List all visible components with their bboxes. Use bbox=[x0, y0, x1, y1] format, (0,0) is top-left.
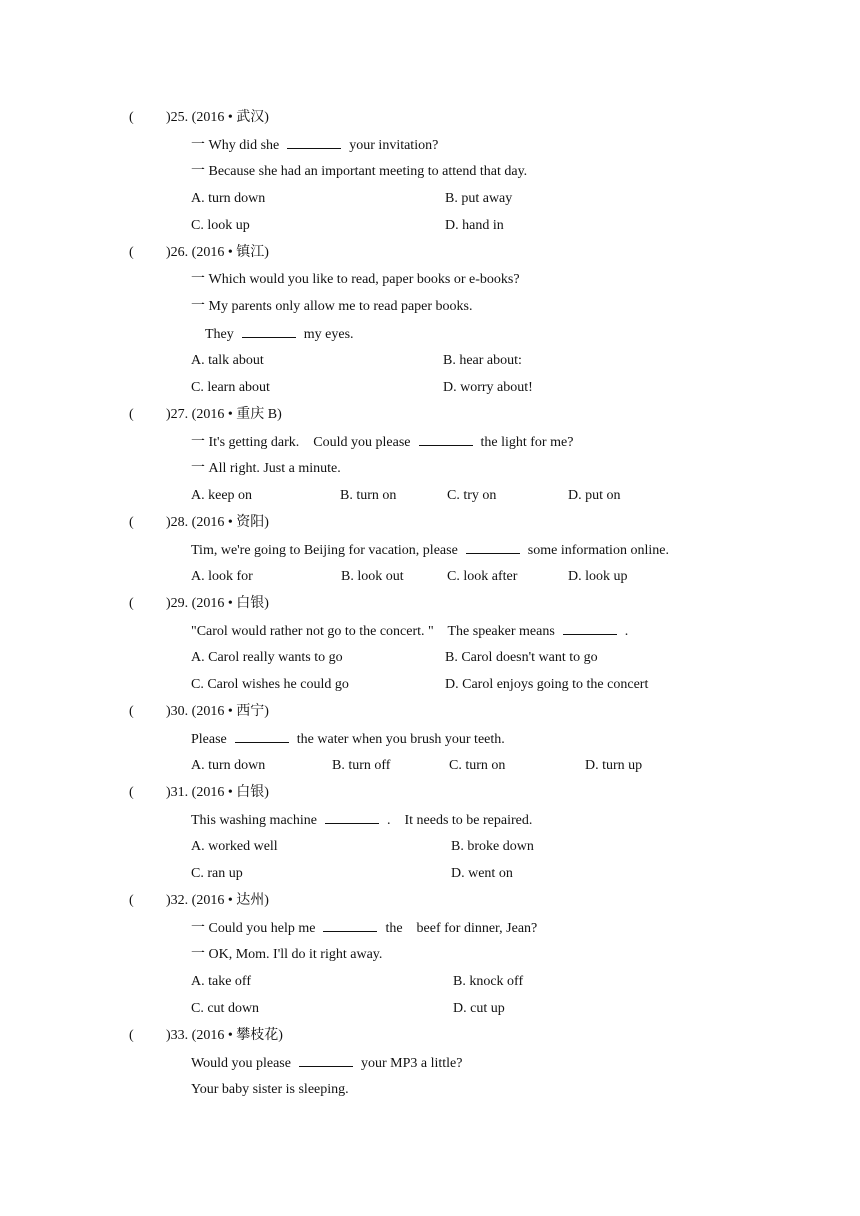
answer-bracket: ( bbox=[129, 704, 134, 719]
option-a: A. take off bbox=[191, 974, 251, 989]
question-text: 一 All right. Just a minute. bbox=[191, 461, 341, 476]
question-number: )32. (2016 • 达州) bbox=[166, 893, 269, 908]
option-a: A. turn down bbox=[191, 191, 266, 206]
option-a: A. talk about bbox=[191, 353, 264, 368]
question-number: )27. (2016 • 重庆 B) bbox=[166, 407, 282, 422]
option-c: C. try on bbox=[447, 488, 497, 503]
option-b: B. Carol doesn't want to go bbox=[445, 650, 598, 665]
question-sentence bbox=[191, 812, 532, 829]
answer-blank bbox=[466, 542, 520, 554]
option-a: A. worked well bbox=[191, 839, 278, 854]
answer-bracket: ( bbox=[129, 1028, 134, 1043]
question-sentence bbox=[191, 434, 573, 451]
option-c: C. cut down bbox=[191, 1001, 260, 1016]
sentence-before-blank: 一 Could you help me bbox=[191, 921, 316, 936]
option-c: C. ran up bbox=[191, 866, 243, 881]
sentence-before-blank: 一 It's getting dark. Could you please bbox=[191, 435, 411, 450]
option-d: D. worry about! bbox=[443, 380, 533, 395]
answer-bracket: ( bbox=[129, 110, 134, 125]
sentence-before-blank: "Carol would rather not go to the concert. " The speaker means bbox=[191, 624, 555, 639]
answer-blank bbox=[323, 920, 377, 932]
option-d: D. hand in bbox=[445, 218, 504, 233]
answer-bracket: ( bbox=[129, 407, 134, 422]
sentence-after-blank: my eyes. bbox=[303, 327, 354, 342]
option-d: D. look up bbox=[568, 569, 628, 584]
question-number: )31. (2016 • 白银) bbox=[166, 785, 269, 800]
option-a: A. Carol really wants to go bbox=[191, 650, 343, 665]
option-c: C. Carol wishes he could go bbox=[191, 677, 349, 692]
question-text: 一 My parents only allow me to read paper books. bbox=[191, 299, 473, 314]
option-a: A. look for bbox=[191, 569, 253, 584]
option-b: B. hear about: bbox=[443, 353, 522, 368]
question-number: )33. (2016 • 攀枝花) bbox=[166, 1028, 283, 1043]
question-text: 一 Which would you like to read, paper books or e-books? bbox=[191, 272, 520, 287]
answer-bracket: ( bbox=[129, 893, 134, 908]
answer-bracket: ( bbox=[129, 515, 134, 530]
option-b: B. turn off bbox=[332, 758, 391, 773]
question-text: Your baby sister is sleeping. bbox=[191, 1082, 349, 1097]
sentence-after-blank: some information online. bbox=[527, 543, 669, 558]
sentence-before-blank: Would you please bbox=[191, 1056, 291, 1071]
sentence-before-blank: 一 Why did she bbox=[191, 138, 280, 153]
question-sentence bbox=[191, 920, 537, 937]
option-c: C. learn about bbox=[191, 380, 270, 395]
question-sentence bbox=[191, 623, 628, 640]
question-number: )28. (2016 • 资阳) bbox=[166, 515, 269, 530]
answer-blank bbox=[287, 137, 341, 149]
sentence-after-blank: the light for me? bbox=[480, 435, 574, 450]
question-sentence bbox=[191, 542, 669, 559]
question-number: )29. (2016 • 白银) bbox=[166, 596, 269, 611]
answer-blank bbox=[242, 326, 296, 338]
question-text: 一 Because she had an important meeting to attend that day. bbox=[191, 164, 528, 179]
option-a: A. turn down bbox=[191, 758, 266, 773]
option-b: B. turn on bbox=[340, 488, 397, 503]
option-d: D. turn up bbox=[585, 758, 643, 773]
option-d: D. put on bbox=[568, 488, 621, 503]
answer-bracket: ( bbox=[129, 245, 134, 260]
question-number: )30. (2016 • 西宁) bbox=[166, 704, 269, 719]
option-d: D. Carol enjoys going to the concert bbox=[445, 677, 649, 692]
option-b: B. look out bbox=[341, 569, 404, 584]
question-sentence bbox=[191, 137, 438, 154]
answer-blank bbox=[419, 434, 473, 446]
answer-blank bbox=[563, 623, 617, 635]
sentence-after-blank: the beef for dinner, Jean? bbox=[385, 921, 538, 936]
sentence-before-blank: They bbox=[205, 327, 234, 342]
option-b: B. put away bbox=[445, 191, 513, 206]
sentence-after-blank: . It needs to be repaired. bbox=[386, 813, 533, 828]
sentence-after-blank: the water when you brush your teeth. bbox=[296, 732, 505, 747]
answer-bracket: ( bbox=[129, 596, 134, 611]
answer-blank bbox=[299, 1055, 353, 1067]
question-number: )25. (2016 • 武汉) bbox=[166, 110, 269, 125]
option-d: D. cut up bbox=[453, 1001, 505, 1016]
option-b: B. broke down bbox=[451, 839, 534, 854]
question-sentence bbox=[205, 326, 354, 343]
answer-blank bbox=[325, 812, 379, 824]
sentence-before-blank: This washing machine bbox=[191, 813, 317, 828]
option-d: D. went on bbox=[451, 866, 513, 881]
question-number: )26. (2016 • 镇江) bbox=[166, 245, 269, 260]
option-c: C. turn on bbox=[449, 758, 506, 773]
option-b: B. knock off bbox=[453, 974, 524, 989]
answer-bracket: ( bbox=[129, 785, 134, 800]
option-c: C. look after bbox=[447, 569, 518, 584]
sentence-after-blank: . bbox=[624, 624, 629, 639]
answer-blank bbox=[235, 731, 289, 743]
question-text: 一 OK, Mom. I'll do it right away. bbox=[191, 947, 383, 962]
question-sentence bbox=[191, 731, 505, 748]
sentence-after-blank: your invitation? bbox=[349, 138, 439, 153]
sentence-after-blank: your MP3 a little? bbox=[360, 1056, 463, 1071]
sentence-before-blank: Please bbox=[191, 732, 227, 747]
option-c: C. look up bbox=[191, 218, 250, 233]
option-a: A. keep on bbox=[191, 488, 253, 503]
question-sentence bbox=[191, 1055, 462, 1072]
sentence-before-blank: Tim, we're going to Beijing for vacation, please bbox=[191, 543, 458, 558]
